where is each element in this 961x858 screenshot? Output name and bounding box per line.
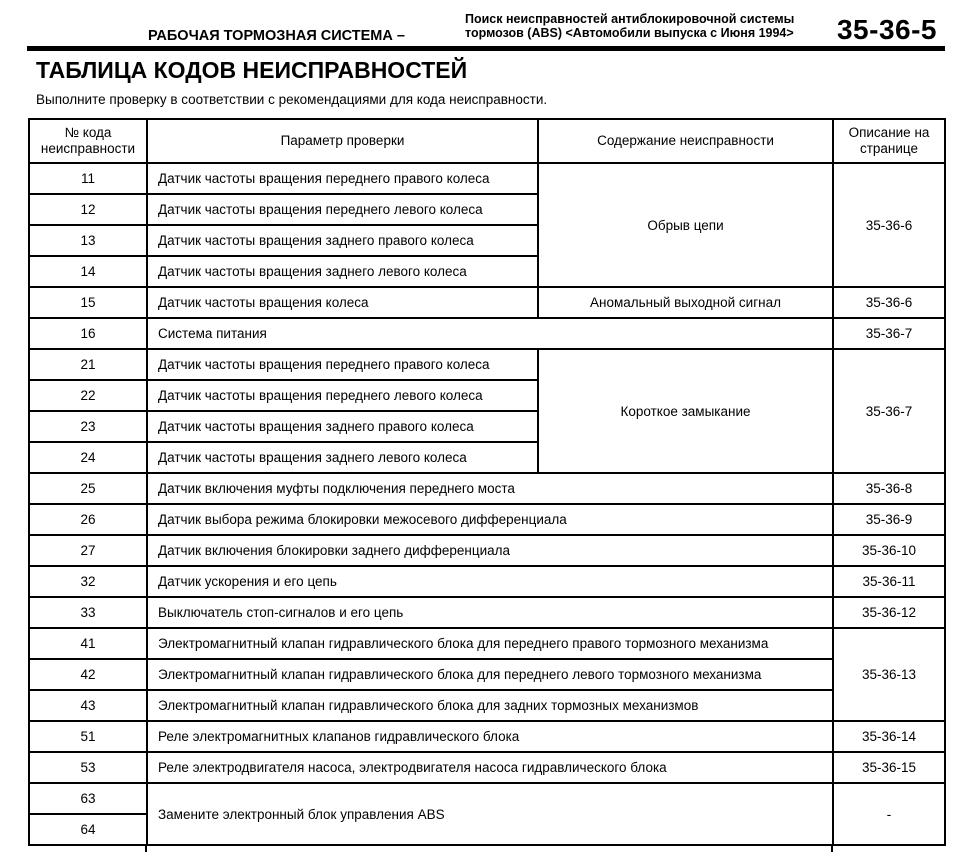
param-cell: Электромагнитный клапан гидравлического блока для переднего левого тормозного механизма [147,659,833,690]
table-continuation-stub [831,844,833,852]
page-cell: 35-36-9 [833,504,945,535]
page-cell: 35-36-7 [833,349,945,473]
table-row [29,566,945,597]
page-cell: 35-36-14 [833,721,945,752]
page-cell: 35-36-13 [833,628,945,721]
param-cell: Датчик частоты вращения переднего левого колеса [147,194,538,225]
param-cell: Реле электродвигателя насоса, электродвигателя насоса гидравлического блока [147,752,833,783]
column-header-page: Описание на странице [833,119,945,163]
fault-cell: Обрыв цепи [538,163,833,287]
code-cell: 22 [29,380,147,411]
code-cell: 24 [29,442,147,473]
param-cell: Датчик частоты вращения заднего правого колеса [147,225,538,256]
code-cell: 21 [29,349,147,380]
param-cell: Датчик частоты вращения заднего левого колеса [147,442,538,473]
param-cell: Электромагнитный клапан гидравлического блока для переднего правого тормозного механизма [147,628,833,659]
table-row [29,318,945,349]
table-row [29,473,945,504]
code-cell: 51 [29,721,147,752]
code-cell: 15 [29,287,147,318]
code-cell: 16 [29,318,147,349]
table-row [29,504,945,535]
code-cell: 13 [29,225,147,256]
param-cell: Система питания [147,318,833,349]
page-cell: 35-36-11 [833,566,945,597]
subsection-title [465,12,794,40]
page-number: 35-36-5 [836,14,937,45]
table-row [29,659,945,690]
page-cell: 35-36-15 [833,752,945,783]
code-cell: 27 [29,535,147,566]
page-title: ТАБЛИЦА КОДОВ НЕИСПРАВНОСТЕЙ [36,57,468,83]
code-cell: 41 [29,628,147,659]
page-subtitle: Выполните проверку в соответствии с рекомендациями для кода неисправности. [36,92,548,107]
table-continuation-stub [145,844,147,852]
column-header-param: Параметр проверки [147,119,538,163]
table-row [29,752,945,783]
code-cell: 11 [29,163,147,194]
param-cell: Датчик выбора режима блокировки межосевого дифференциала [147,504,833,535]
param-cell: Датчик частоты вращения переднего правого колеса [147,163,538,194]
param-cell: Датчик ускорения и его цепь [147,566,833,597]
code-cell: 14 [29,256,147,287]
param-cell: Датчик частоты вращения переднего левого колеса [147,380,538,411]
section-title: РАБОЧАЯ ТОРМОЗНАЯ СИСТЕМА – [148,28,405,44]
page-cell: - [833,783,945,845]
code-cell: 43 [29,690,147,721]
code-cell: 33 [29,597,147,628]
page-cell: 35-36-8 [833,473,945,504]
code-cell: 32 [29,566,147,597]
table-row [29,628,945,659]
fault-cell: Аномальный выходной сигнал [538,287,833,318]
table-row [29,721,945,752]
header-divider [27,46,945,51]
param-cell: Датчик частоты вращения заднего левого колеса [147,256,538,287]
param-cell: Датчик частоты вращения переднего правого колеса [147,349,538,380]
param-cell: Датчик включения муфты подключения переднего моста [147,473,833,504]
page-cell: 35-36-6 [833,287,945,318]
param-cell: Выключатель стоп-сигналов и его цепь [147,597,833,628]
param-cell: Замените электронный блок управления ABS [147,783,833,845]
table-row [29,597,945,628]
table-header-row [29,119,945,163]
page-cell: 35-36-7 [833,318,945,349]
table-row [29,535,945,566]
table-row [29,287,945,318]
page-cell: 35-36-12 [833,597,945,628]
code-cell: 12 [29,194,147,225]
param-cell: Электромагнитный клапан гидравлического блока для задних тормозных механизмов [147,690,833,721]
code-cell: 25 [29,473,147,504]
code-cell: 63 [29,783,147,814]
code-cell: 64 [29,814,147,845]
table-row [29,163,945,194]
page-cell: 35-36-10 [833,535,945,566]
code-cell: 26 [29,504,147,535]
subsection-line-1: Поиск неисправностей антиблокировочной системы [465,12,795,26]
code-cell: 23 [29,411,147,442]
column-header-fault: Содержание неисправности [538,119,833,163]
fault-cell: Короткое замыкание [538,349,833,473]
subsection-line-2: тормозов (ABS) <Автомобили выпуска с Июня 1994> [465,26,794,40]
table-row [29,690,945,721]
page-cell: 35-36-6 [833,163,945,287]
param-cell: Реле электромагнитных клапанов гидравлического блока [147,721,833,752]
param-cell: Датчик частоты вращения колеса [147,287,538,318]
table-row [29,783,945,814]
code-cell: 42 [29,659,147,690]
fault-codes-table [28,118,946,846]
column-header-code: № кода неисправности [29,119,147,163]
param-cell: Датчик включения блокировки заднего дифференциала [147,535,833,566]
table-row [29,349,945,380]
code-cell: 53 [29,752,147,783]
param-cell: Датчик частоты вращения заднего правого колеса [147,411,538,442]
